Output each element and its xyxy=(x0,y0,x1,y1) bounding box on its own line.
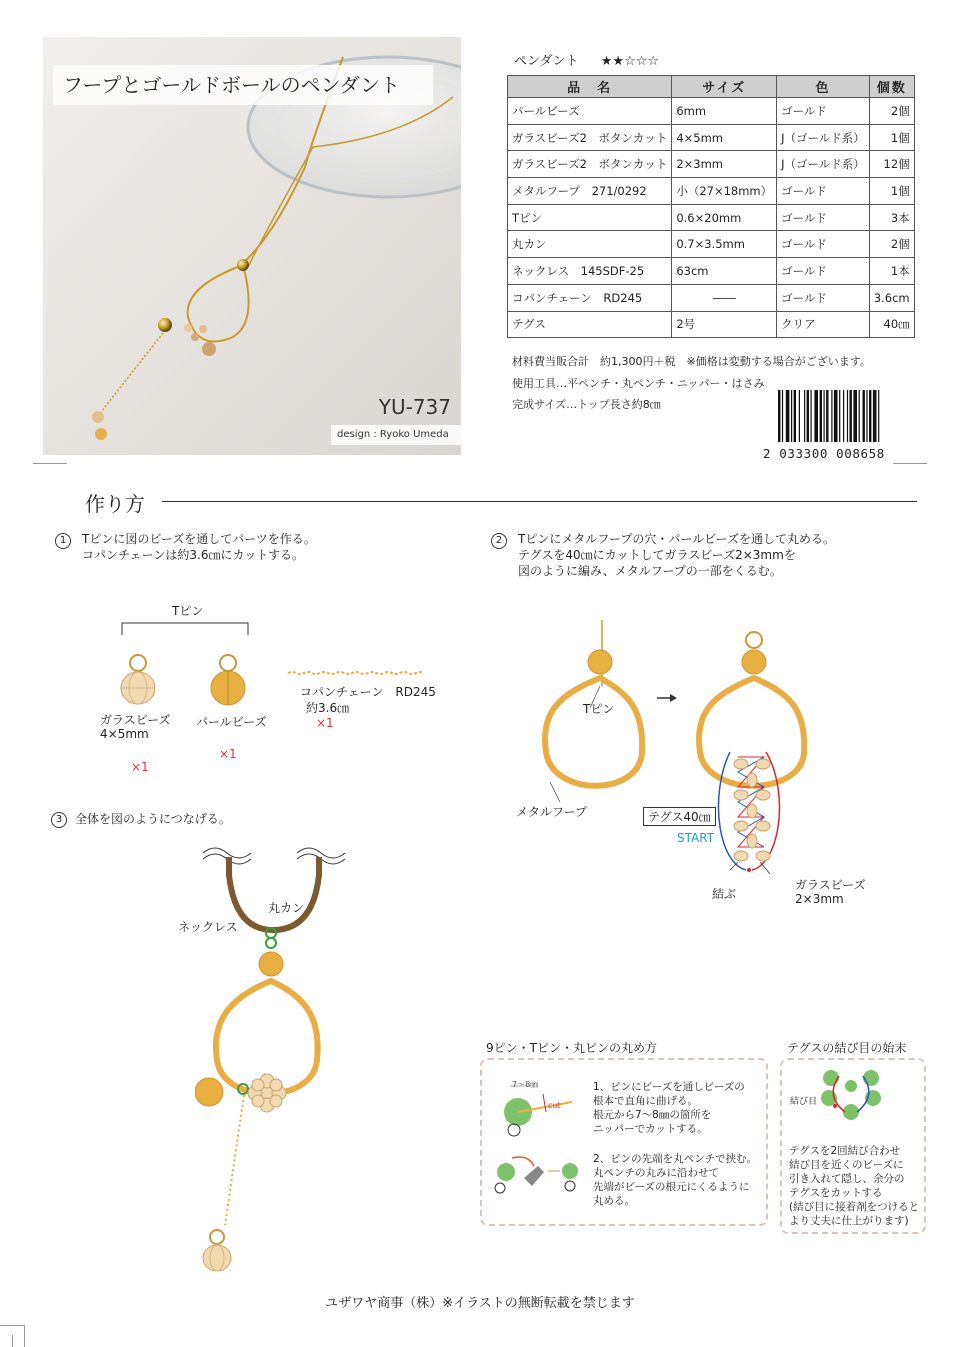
barcode-bar xyxy=(831,390,832,442)
step1-chain-length: 約3.6㎝ xyxy=(306,701,350,715)
barcode-bar xyxy=(869,390,871,442)
step-2-number: 2 xyxy=(491,533,507,549)
cell-name: Tピン xyxy=(508,204,672,231)
barcode-bar xyxy=(794,390,796,442)
step-1-text xyxy=(82,531,316,563)
step-2-text xyxy=(518,531,835,579)
table-row xyxy=(508,284,915,311)
barcode-bar xyxy=(814,390,818,442)
knot-tip-3: 引き入れて隠し、余分の xyxy=(789,1173,905,1185)
cost-note: 材料費当販合計 約1,300円＋税 ※価格は変動する場合がございます。 xyxy=(512,355,871,368)
table-row xyxy=(508,258,915,285)
table-row xyxy=(508,204,915,231)
pin-tip-2b: 丸ペンチの丸みに沿わせて xyxy=(593,1167,719,1179)
cell-color: ゴールド xyxy=(777,258,870,285)
barcode-bar xyxy=(847,390,848,442)
cell-qty: 12個 xyxy=(869,151,914,178)
step1-glass-qty: ×1 xyxy=(131,760,149,774)
product-code: YU-737 xyxy=(378,395,451,419)
barcode-bar xyxy=(820,390,822,442)
barcode-bar xyxy=(791,390,792,442)
step1-chain-label: コパンチェーン RD245 xyxy=(300,685,436,699)
step-3-number: 3 xyxy=(51,812,67,828)
cell-size: 63cm xyxy=(672,258,777,285)
knot-tip-diagram xyxy=(815,1066,895,1126)
pin-tip-2d: 丸める。 xyxy=(593,1195,635,1207)
footer-copyright: ユザワヤ商事（株）※イラストの無断転載を禁じます xyxy=(325,1296,635,1311)
cell-name: メタルフープ 271/0292 xyxy=(508,178,672,205)
pin-tip-title: 9ピン・Tピン・丸ピンの丸め方 xyxy=(486,1041,657,1055)
barcode-icon xyxy=(778,390,916,442)
barcode-bar xyxy=(878,390,879,442)
barcode-bar xyxy=(850,390,852,442)
header-color: 色 xyxy=(777,76,870,98)
crop-mark xyxy=(12,1335,13,1347)
cell-qty: 1個 xyxy=(869,124,914,151)
cell-name: コパンチェーン RD245 xyxy=(508,284,672,311)
cell-size: 4×5mm xyxy=(672,124,777,151)
barcode-bar xyxy=(799,390,800,442)
cell-name: ガラスビーズ2 ボタンカット xyxy=(508,124,672,151)
step1-pearl-qty: ×1 xyxy=(219,747,237,761)
rating-stars: ★★☆☆☆ xyxy=(600,54,660,69)
pin-tip-2c: 先端がビーズの根元にくるように xyxy=(593,1181,750,1193)
step-1-line1: Tピンに図のビーズを通してパーツを作る。 xyxy=(82,532,316,546)
knot-tip-6: より丈夫に仕上がります) xyxy=(789,1215,909,1227)
cell-size: 0.6×20mm xyxy=(672,204,777,231)
step3-necklace-label: ネックレス xyxy=(178,920,238,934)
cell-qty: 1本 xyxy=(869,258,914,285)
cell-qty: 40㎝ xyxy=(869,311,914,338)
knot-tip-4: テグスをカットする xyxy=(789,1187,883,1199)
pin-tip-2a: 2、ピンの先端を丸ペンチで挟む。 xyxy=(593,1153,758,1165)
cell-name: テグス xyxy=(508,311,672,338)
barcode-bar xyxy=(782,390,783,442)
product-photo xyxy=(43,37,461,455)
barcode-bar xyxy=(778,390,780,442)
table-row xyxy=(508,98,915,125)
step-2-line2: テグスを40㎝にカットしてガラスビーズ2×3mmを xyxy=(518,548,796,562)
cell-color: ゴールド xyxy=(777,204,870,231)
step1-glass-size: 4×5mm xyxy=(100,727,149,741)
cell-qty: 2個 xyxy=(869,98,914,125)
barcode-bar xyxy=(824,390,825,442)
barcode-bar xyxy=(866,390,867,442)
crop-mark xyxy=(893,463,927,464)
step2-tegusu-label: テグス40㎝ xyxy=(643,807,716,826)
product-title: フープとゴールドボールのペンダント xyxy=(53,65,433,105)
barcode-bar xyxy=(807,390,809,442)
knot-tip-1: テグスを2回結び合わせ xyxy=(789,1145,901,1157)
cell-color: J（ゴールド系） xyxy=(777,151,870,178)
table-row xyxy=(508,151,915,178)
step2-hoop-label: メタルフープ xyxy=(516,805,588,819)
knot-tip-text xyxy=(789,1144,919,1228)
barcode-bar xyxy=(839,390,840,442)
cell-name: ガラスビーズ2 ボタンカット xyxy=(508,151,672,178)
step3-jumpring-label: 丸カン xyxy=(268,901,305,915)
barcode-bar xyxy=(834,390,838,442)
barcode-bar xyxy=(859,390,860,442)
cell-qty: 3本 xyxy=(869,204,914,231)
header-qty: 個数 xyxy=(869,76,914,98)
cell-qty: 2個 xyxy=(869,231,914,258)
barcode-bar xyxy=(826,390,828,442)
barcode-bar xyxy=(811,390,812,442)
step2-tpin-label: Tピン xyxy=(583,702,615,716)
cell-color: ゴールド xyxy=(777,284,870,311)
table-row xyxy=(508,231,915,258)
pin-tip-dimension: 7～8㎜ xyxy=(512,1080,539,1089)
cell-color: ゴールド xyxy=(777,231,870,258)
cell-color: ゴールド xyxy=(777,178,870,205)
step1-pearl-label: パールビーズ xyxy=(196,715,267,729)
heading-rule xyxy=(162,501,917,502)
barcode-bar xyxy=(873,390,877,442)
step2-knot-label: 結ぶ xyxy=(712,887,737,901)
cell-size: 小（27×18mm） xyxy=(672,178,777,205)
cell-name: ネックレス 145SDF-25 xyxy=(508,258,672,285)
pin-tip-step2 xyxy=(593,1152,757,1208)
cell-qty: 1個 xyxy=(869,178,914,205)
materials-table xyxy=(507,75,915,338)
pin-tip-1a: 1、ピンにビーズを通しビーズの xyxy=(593,1081,745,1093)
step1-chain-qty: ×1 xyxy=(316,716,334,730)
barcode-number: 2 033300 008658 xyxy=(763,446,885,461)
header-size: サイズ xyxy=(672,76,777,98)
barcode-bar xyxy=(804,390,805,442)
step2-glass-size: 2×3mm xyxy=(795,892,844,906)
barcode-bar xyxy=(863,390,865,442)
barcode-bar xyxy=(853,390,857,442)
step-2-line1: Tピンにメタルフープの穴・パールビーズを通して丸める。 xyxy=(518,532,836,546)
cell-name: 丸カン xyxy=(508,231,672,258)
size-note: 完成サイズ…トップ長さ約8㎝ xyxy=(512,398,661,411)
pin-tip-1b: 根本で直角に曲げる。 xyxy=(593,1095,698,1107)
designer-credit: design : Ryoko Umeda xyxy=(331,425,461,445)
crop-mark xyxy=(24,1325,25,1347)
step2-glass-label: ガラスビーズ xyxy=(795,878,866,892)
crop-mark xyxy=(33,463,67,464)
crop-mark xyxy=(0,1325,24,1326)
cell-size: 2×3mm xyxy=(672,151,777,178)
table-row xyxy=(508,124,915,151)
step-1-line2: コパンチェーンは約3.6㎝にカットする。 xyxy=(82,548,305,562)
pin-tip-cut: cut xyxy=(548,1101,561,1110)
table-row xyxy=(508,311,915,338)
knot-tip-label: 結び目 xyxy=(790,1097,818,1107)
rating-label: ペンダント xyxy=(514,54,579,69)
cell-name: パールビーズ xyxy=(508,98,672,125)
step-2-diagram xyxy=(520,612,820,902)
cell-size: 6mm xyxy=(672,98,777,125)
cell-qty: 3.6cm xyxy=(869,284,914,311)
howto-heading: 作り方 xyxy=(85,492,145,516)
header-name: 品 名 xyxy=(508,76,672,98)
step2-start-label: START xyxy=(677,831,715,845)
pin-tip-1d: ニッパーでカットする。 xyxy=(593,1123,708,1135)
cell-color: クリア xyxy=(777,311,870,338)
step1-glass-label: ガラスビーズ xyxy=(100,713,171,727)
knot-tip-5: (結び目に接着剤をつけると xyxy=(789,1201,920,1213)
cell-size: 2号 xyxy=(672,311,777,338)
knot-tip-2: 結び目を近くのビーズに xyxy=(789,1159,904,1171)
knot-tip-title: テグスの結び目の始末 xyxy=(787,1041,907,1055)
cell-color: J（ゴールド系） xyxy=(777,124,870,151)
cell-size: 0.7×3.5mm xyxy=(672,231,777,258)
difficulty-rating xyxy=(514,50,677,69)
step-1-number: 1 xyxy=(55,533,71,549)
tools-note: 使用工具…平ペンチ・丸ペンチ・ニッパー・はさみ xyxy=(512,377,765,390)
barcode-bar xyxy=(786,390,790,442)
cell-size: ―― xyxy=(672,284,777,311)
pin-tip-step1 xyxy=(593,1080,745,1136)
step1-tpin-label: Tピン xyxy=(172,604,204,618)
step-2-line3: 図のように編み、メタルフープの一部をくるむ。 xyxy=(518,564,782,578)
barcode-bar xyxy=(843,390,844,442)
table-header-row xyxy=(508,76,915,98)
step-3-line1: 全体を図のようにつなげる。 xyxy=(75,812,231,826)
pin-tip-1c: 根元から7～8㎜の箇所を xyxy=(593,1109,712,1121)
table-row xyxy=(508,178,915,205)
cell-color: ゴールド xyxy=(777,98,870,125)
